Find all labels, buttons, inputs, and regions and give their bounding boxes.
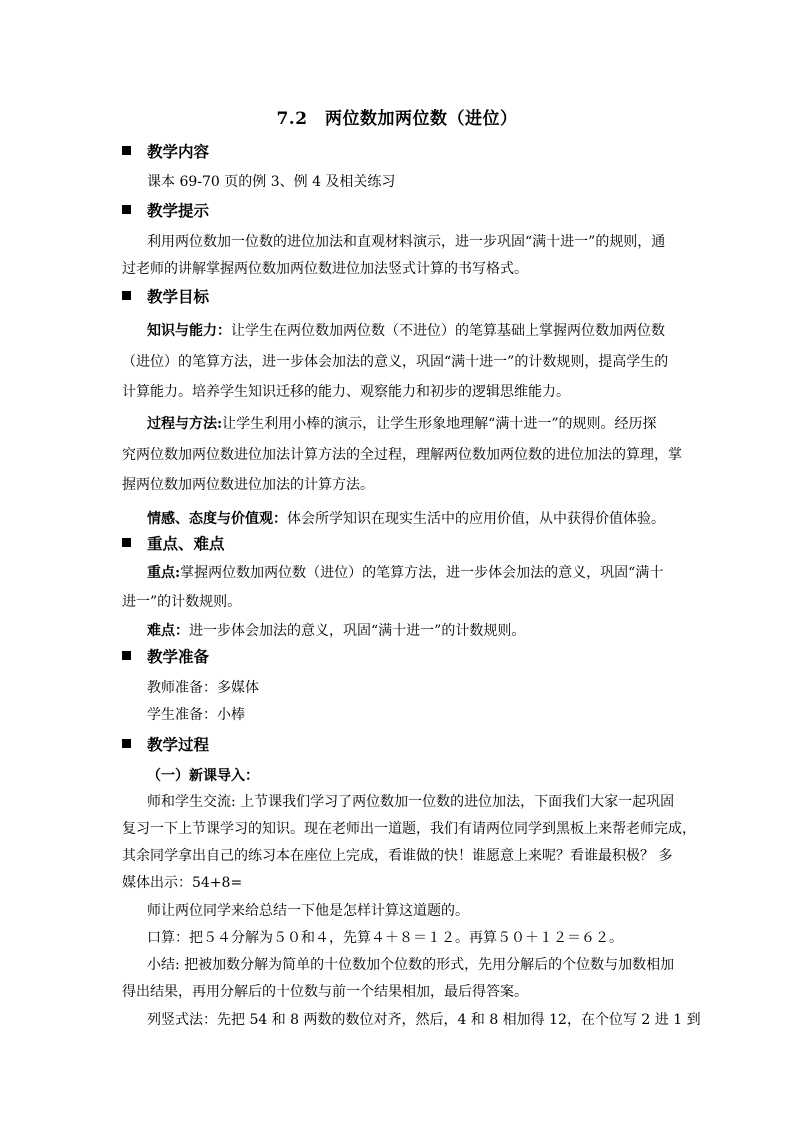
goals-label-knowledge: 知识与能力： (147, 323, 231, 339)
goals-label-attitude: 情感、态度与价值观： (147, 511, 287, 527)
prep-line: 学生准备：小棒 (147, 707, 245, 723)
process-line: 师让两位同学来给总结一下他是怎样计算这道题的。 (147, 903, 469, 919)
goals-paragraph-1 (147, 320, 665, 340)
process-line: 得出结果，再用分解后的十位数与前一个结果相加，最后得答案。 (122, 984, 528, 1000)
square-bullet-icon (122, 146, 131, 155)
difficulty-paragraph (147, 620, 525, 640)
hint-line: 利用两位数加一位数的进位加法和直观材料演示，进一步巩固“满十进一”的规则，通 (147, 234, 666, 250)
square-bullet-icon (122, 739, 131, 748)
heading-text: 教学准备 (147, 647, 210, 666)
section-heading-goals (122, 285, 209, 307)
process-line: 小结: 把被加数分解为简单的十位数加个位数的形式，先用分解后的个位数与加数相加 (147, 957, 675, 973)
heading-text: 教学提示 (147, 201, 210, 220)
process-line: 师和学生交流: 上节课我们学习了两位数加一位数的进位加法，下面我们大家一起巩固 (147, 794, 675, 810)
heading-text: 教学过程 (147, 735, 210, 754)
section-heading-content (122, 140, 209, 162)
process-line: 列竖式法：先把 54 和 8 两数的数位对齐，然后，4 和 8 相加得 12，在个位写 2 进 1 到 (147, 1012, 701, 1028)
square-bullet-icon (122, 651, 131, 660)
goals-paragraph-2 (147, 413, 657, 433)
square-bullet-icon (122, 205, 131, 214)
square-bullet-icon (122, 291, 131, 300)
goals-text: 让学生利用小棒的演示，让学生形象地理解“满十进一”的规则。经历探 (222, 416, 657, 432)
section-heading-prep (122, 645, 209, 667)
keypoint-line: 进一”的计数规则。 (122, 594, 242, 610)
heading-text: 教学目标 (147, 287, 210, 306)
goals-line: 计算能力。培养学生知识迁移的能力、观察能力和初步的逻辑思维能力。 (122, 384, 570, 400)
difficulty-text: 进一步体会加法的意义，巩固“满十进一”的计数规则。 (189, 623, 526, 639)
difficulty-label: 难点： (147, 623, 189, 639)
process-line: 口算：把５４分解为５０和４，先算４＋８＝１２。再算５０＋１２＝６２。 (147, 930, 623, 946)
goals-line: 握两位数加两位数进位加法的计算方法。 (122, 477, 374, 493)
process-line: 媒体出示：54+8= (122, 875, 243, 891)
goals-label-process: 过程与方法: (147, 416, 223, 432)
section-heading-keypoints (122, 532, 225, 554)
heading-text: 教学内容 (147, 142, 210, 161)
goals-line: （进位）的笔算方法，进一步体会加法的意义，巩固“满十进一”的计数规则，提高学生的 (122, 354, 669, 370)
square-bullet-icon (122, 538, 131, 547)
goals-text: 体会所学知识在现实生活中的应用价值，从中获得价值体验。 (287, 511, 665, 527)
keypoint-text: 掌握两位数加两位数（进位）的笔算方法，进一步体会加法的意义，巩固“满十 (180, 565, 664, 581)
process-line: 复习一下上节课学习的知识。现在老师出一道题，我们有请两位同学到黑板上来帮老师完成， (122, 821, 696, 837)
keypoint-label: 重点: (147, 565, 181, 581)
goals-paragraph-3 (147, 508, 665, 528)
heading-text: 重点、难点 (147, 534, 225, 553)
process-line: 其余同学拿出自己的练习本在座位上完成，看谁做的快！谁愿意上来呢？看谁最积极？ 多 (122, 848, 673, 864)
lesson-title: 7.2 两位数加两位数（进位） (276, 109, 518, 129)
prep-line: 教师准备：多媒体 (147, 680, 259, 696)
goals-text: 让学生在两位数加两位数（不进位）的笔算基础上掌握两位数加两位数 (231, 323, 665, 339)
section-heading-hint (122, 199, 209, 221)
hint-line: 过老师的讲解掌握两位数加两位数进位加法竖式计算的书写格式。 (122, 261, 528, 277)
keypoint-paragraph (147, 562, 663, 582)
process-subheading: （一）新课导入： (147, 768, 259, 784)
section-heading-process (122, 733, 209, 755)
content-line: 课本 69-70 页的例 3、例 4 及相关练习 (147, 174, 396, 190)
goals-line: 究两位数加两位数进位加法计算方法的全过程，理解两位数加两位数的进位加法的算理，掌 (122, 447, 682, 463)
